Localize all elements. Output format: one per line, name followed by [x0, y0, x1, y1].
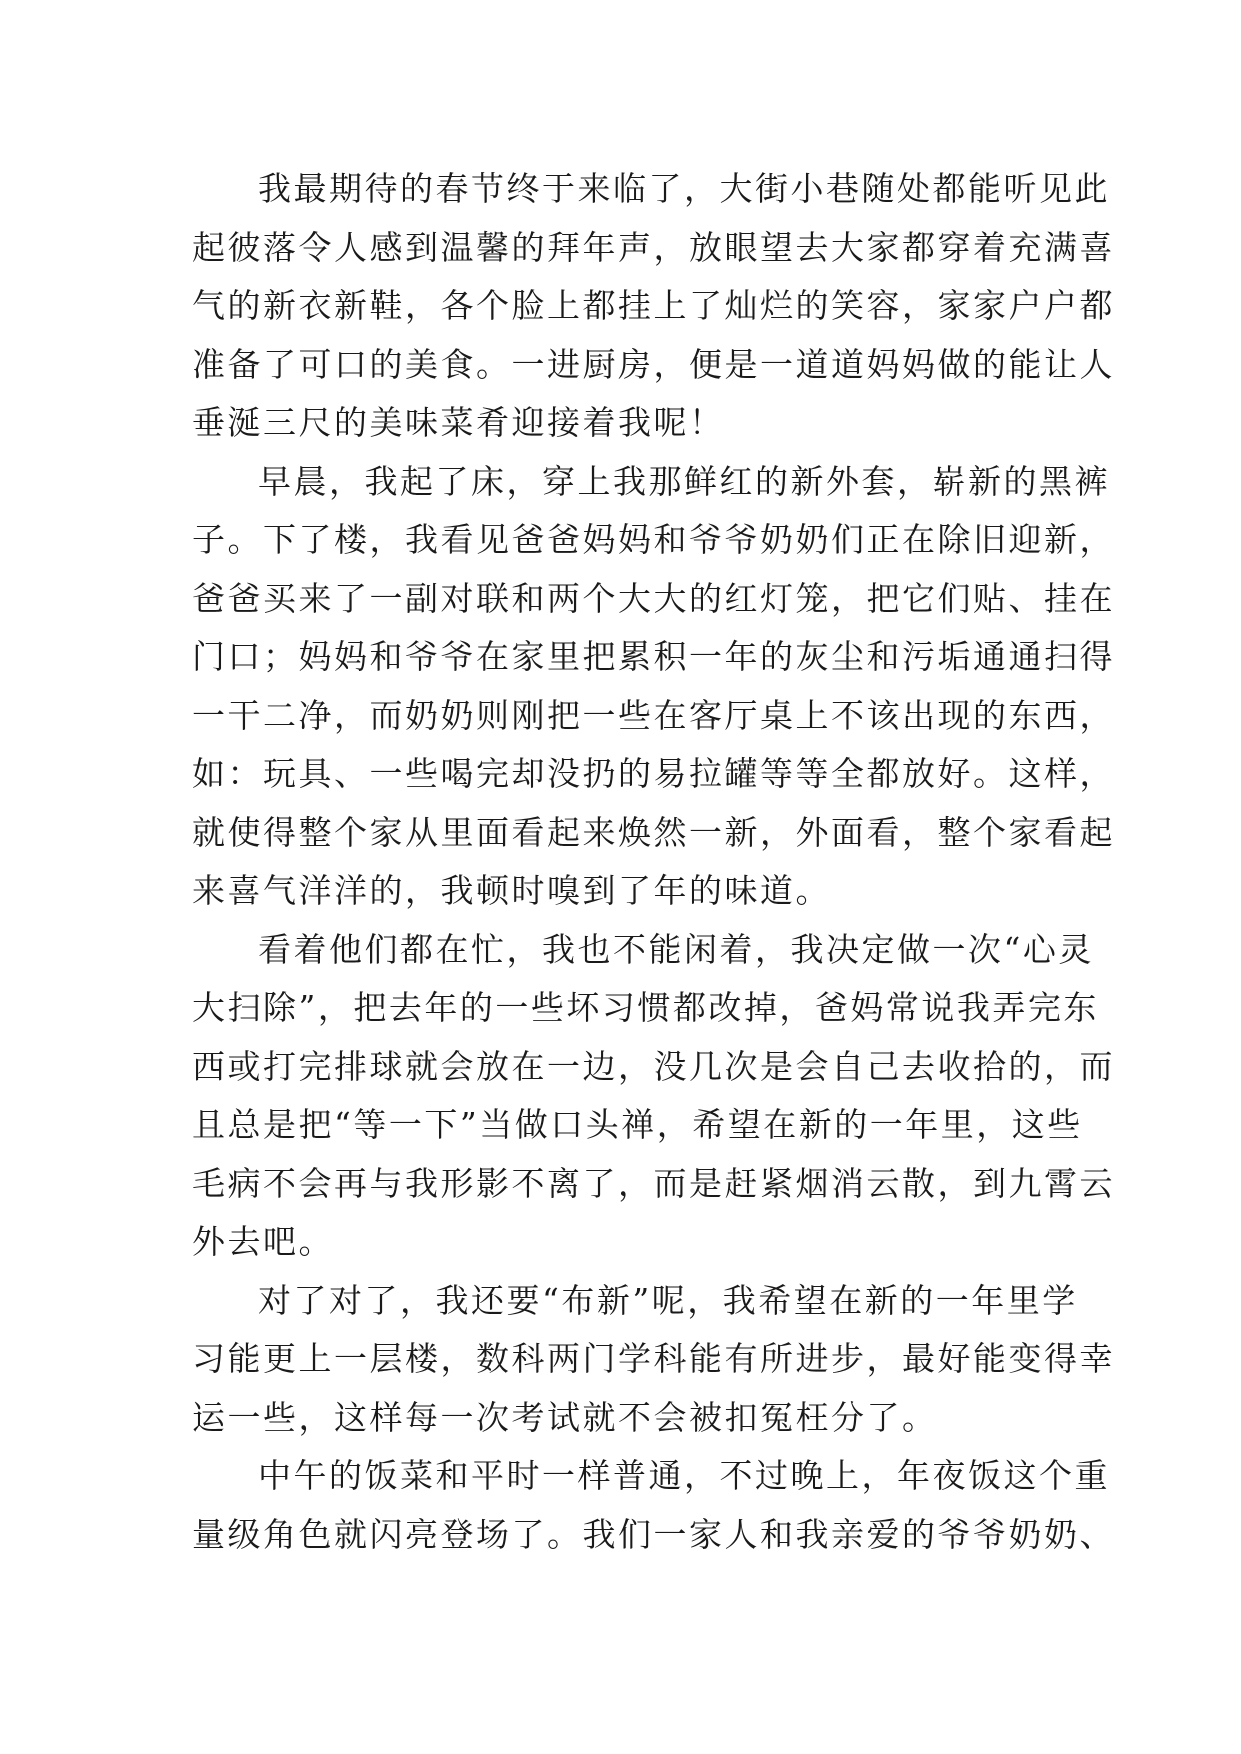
- paragraph-5: [192, 1447, 1115, 1564]
- text-line: 气的新衣新鞋，各个脸上都挂上了灿烂的笑容，家家户户都: [192, 286, 1115, 325]
- text-line: 早晨，我起了床，穿上我那鲜红的新外套，崭新的黑裤: [258, 461, 1110, 501]
- text-line: 量级角色就闪亮登场了。我们一家人和我亲爱的爷爷奶奶、: [192, 1514, 1115, 1554]
- paragraph-1: [192, 160, 1115, 453]
- text-line: 且总是把“等一下”当做口头禅，希望在新的一年里，这些: [192, 1105, 1083, 1144]
- paragraph-4: [192, 1272, 1115, 1448]
- body-text: [192, 160, 1115, 1564]
- text-line: 习能更上一层楼，数科两门学科能有所进步，最好能变得幸: [192, 1339, 1115, 1378]
- text-line: 准备了可口的美食。一进厨房，便是一道道妈妈做的能让人: [192, 344, 1115, 384]
- text-line: 外去吧。: [192, 1222, 334, 1261]
- text-line: 爸爸买来了一副对联和两个大大的红灯笼，把它们贴、挂在: [192, 578, 1115, 618]
- text-line: 来喜气洋洋的，我顿时嗅到了年的味道。: [192, 871, 831, 910]
- text-line: 大扫除”，把去年的一些坏习惯都改掉，爸妈常说我弄完东: [192, 988, 1099, 1027]
- text-line: 门口；妈妈和爷爷在家里把累积一年的灰尘和污垢通通扫得: [192, 637, 1115, 676]
- text-line: 西或打完排球就会放在一边，没几次是会自己去收拾的，而: [192, 1046, 1115, 1086]
- text-line: 一干二净，而奶奶则刚把一些在客厅桌上不该出现的东西，: [192, 695, 1115, 735]
- text-line: 如：玩具、一些喝完却没扔的易拉罐等等全都放好。这样，: [192, 754, 1115, 793]
- paragraph-2: [192, 453, 1115, 921]
- text-line: 子。下了楼，我看见爸爸妈妈和爷爷奶奶们正在除旧迎新，: [192, 520, 1115, 559]
- text-line: 起彼落令人感到温馨的拜年声，放眼望去大家都穿着充满喜: [192, 227, 1115, 267]
- text-line: 毛病不会再与我形影不离了，而是赶紧烟消云散，到九霄云: [192, 1163, 1115, 1203]
- text-line: 中午的饭菜和平时一样普通，不过晚上，年夜饭这个重: [258, 1456, 1110, 1495]
- text-line: 运一些，这样每一次考试就不会被扣冤枉分了。: [192, 1397, 938, 1437]
- text-line: 我最期待的春节终于来临了，大街小巷随处都能听见此: [258, 169, 1110, 208]
- paragraph-3: [192, 921, 1115, 1272]
- text-line: 对了对了，我还要“布新”呢，我希望在新的一年里学: [258, 1280, 1078, 1320]
- text-line: 看着他们都在忙，我也不能闲着，我决定做一次“心灵: [258, 929, 1094, 969]
- text-line: 就使得整个家从里面看起来焕然一新，外面看，整个家看起: [192, 812, 1115, 852]
- text-line: 垂涎三尺的美味菜肴迎接着我呢！: [192, 403, 725, 442]
